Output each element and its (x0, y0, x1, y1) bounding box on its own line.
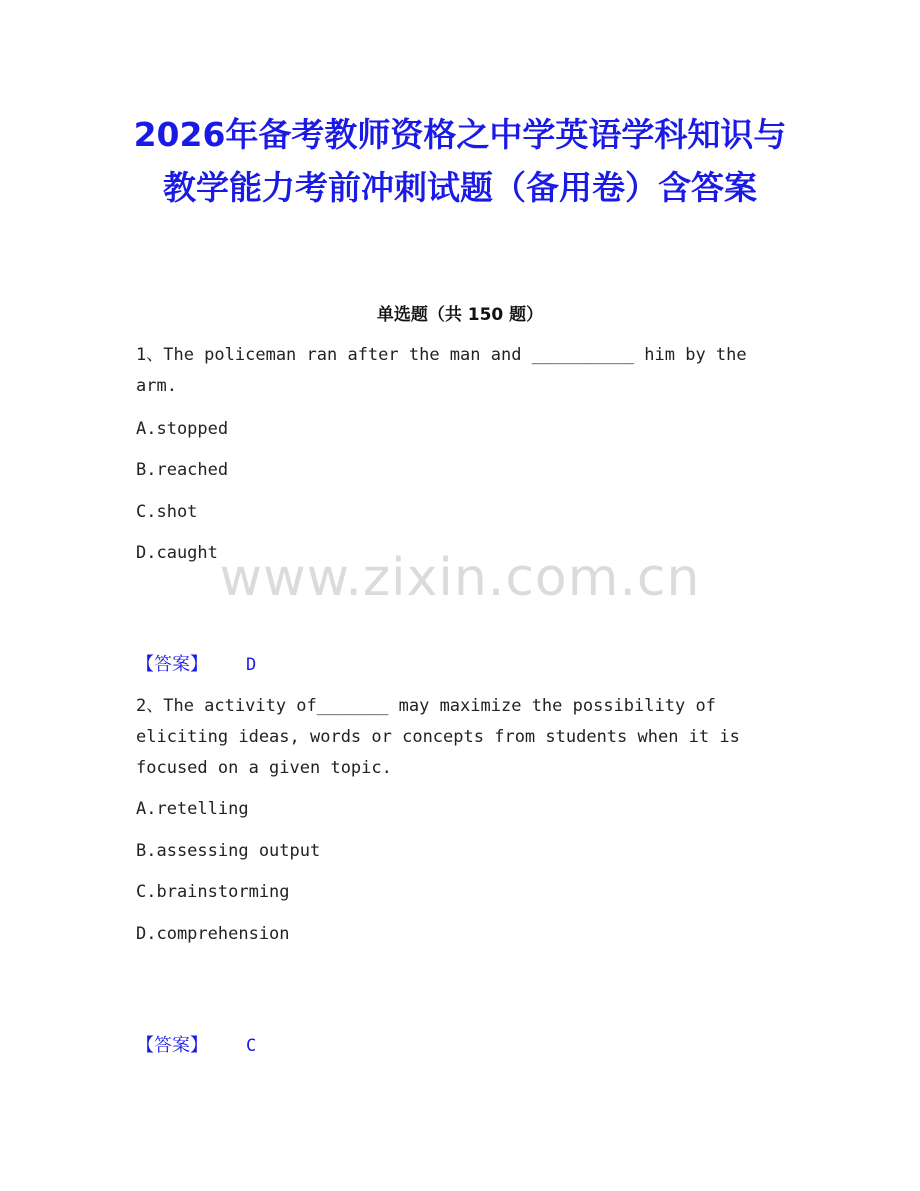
question-2-option-d: D.comprehension (136, 924, 290, 944)
question-2-option-a: A.retelling (136, 799, 249, 819)
question-2-answer (136, 1031, 256, 1057)
question-2-option-b: B.assessing output (136, 841, 321, 861)
question-1-option-b: B.reached (136, 460, 229, 480)
question-2-option-c: C.brainstorming (136, 882, 290, 902)
answer-label: 【答案】 (136, 1035, 208, 1056)
question-2-text: 2、The activity of_______ may maximize the possibility of eliciting ideas, words or concepts from students when it is focused on a given topic. (136, 696, 751, 778)
question-1-answer (136, 650, 256, 676)
answer-value: D (246, 655, 257, 675)
answer-value: C (246, 1036, 257, 1056)
watermark: www.zixin.com.cn (219, 548, 701, 608)
section-heading: 单选题（共 150 题） (376, 305, 544, 325)
answer-label: 【答案】 (136, 654, 208, 675)
question-1-option-a: A.stopped (136, 419, 229, 439)
question-1-text: 1、The policeman ran after the man and __________ him by the arm. (136, 345, 757, 396)
question-1-option-c: C.shot (136, 502, 198, 522)
document-title: 2026年备考教师资格之中学英语学科知识与教学能力考前冲刺试题（备用卷）含答案 (133, 115, 787, 207)
question-1-option-d: D.caught (136, 543, 218, 563)
